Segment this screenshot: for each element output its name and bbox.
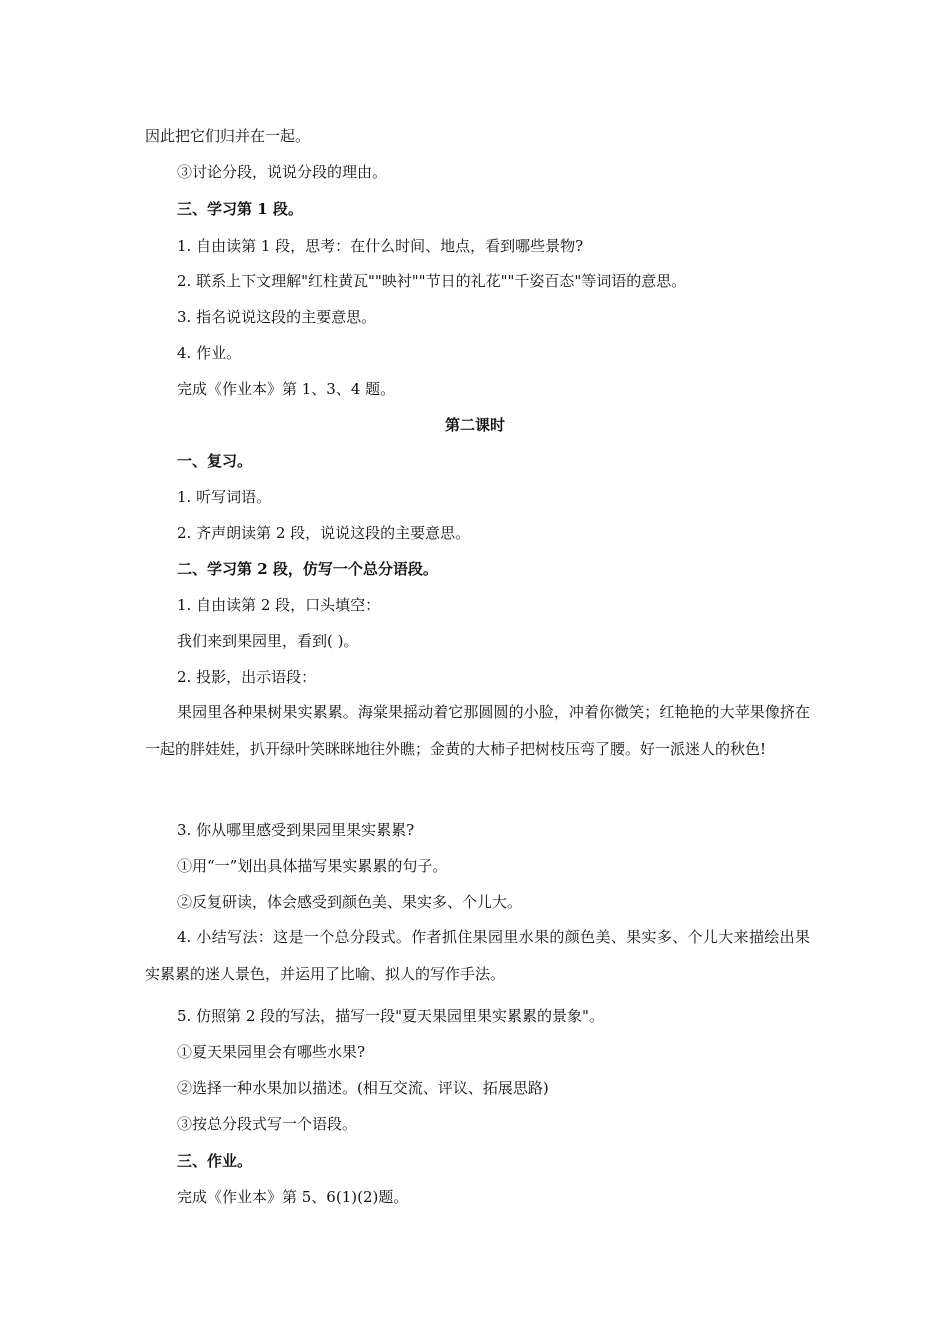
text-line-24: ②选择一种水果加以描述。(相互交流、评议、拓展思路) (177, 1079, 549, 1097)
text-line-25: ③按总分段式写一个语段。 (177, 1115, 358, 1133)
lesson-title: 第二课时 (444, 416, 505, 434)
text-line-11: 1. 听写词语。 (177, 488, 272, 506)
text-line-5: 2. 联系上下文理解"红柱黄瓦""映衬""节日的礼花""千姿百态"等词语的意思。 (177, 272, 687, 290)
text-line-12: 2. 齐声朗读第 2 段，说说这段的主要意思。 (177, 524, 471, 542)
text-line-23: ①夏天果园里会有哪些水果? (177, 1043, 366, 1061)
text-line-8: 完成《作业本》第 1、3、4 题。 (177, 380, 396, 398)
text-line-7: 4. 作业。 (177, 344, 242, 362)
text-line-4: 1. 自由读第 1 段，思考：在什么时间、地点，看到哪些景物? (177, 237, 584, 255)
summary-paragraph: 4. 小结写法：这是一个总分段式。作者抓住果园里水果的颜色美、果实多、个儿大来描绘出果实累累的迷人景色，并运用了比喻、拟人的写作手法。 (145, 928, 810, 983)
projected-paragraph: 果园里各种果树果实累累。海棠果摇动着它那圆圆的小脸，冲着你微笑；红艳艳的大苹果像挤在一起的胖娃娃，扒开绿叶笑眯眯地往外瞧；金黄的大柿子把树枝压弯了腰。好一派迷人的秋色! (145, 703, 810, 758)
section-heading-3: 三、学习第 1 段。 (177, 200, 303, 218)
text-line-16: 2. 投影，出示语段： (177, 668, 317, 686)
text-line-22: 5. 仿照第 2 段的写法，描写一段"夏天果园里果实累累的景象"。 (177, 1007, 604, 1025)
section-heading-2: 二、学习第 2 段，仿写一个总分语段。 (177, 560, 438, 578)
section-heading-homework: 三、作业。 (177, 1152, 253, 1170)
section-heading-1: 一、复习。 (177, 452, 253, 470)
text-line-18: 3. 你从哪里感受到果园里果实累累? (177, 821, 415, 839)
text-line-6: 3. 指名说说这段的主要意思。 (177, 308, 377, 326)
text-line-15: 我们来到果园里，看到( )。 (177, 632, 359, 650)
text-line-14: 1. 自由读第 2 段，口头填空： (177, 596, 381, 614)
text-line-20: ②反复研读，体会感受到颜色美、果实多、个儿大。 (177, 893, 523, 911)
text-line-2: ③讨论分段，说说分段的理由。 (177, 163, 388, 181)
text-line-27: 完成《作业本》第 5、6(1)(2)题。 (177, 1188, 409, 1206)
text-line-1: 因此把它们归并在一起。 (145, 127, 311, 145)
text-line-19: ①用“一”划出具体描写果实累累的句子。 (177, 857, 448, 875)
